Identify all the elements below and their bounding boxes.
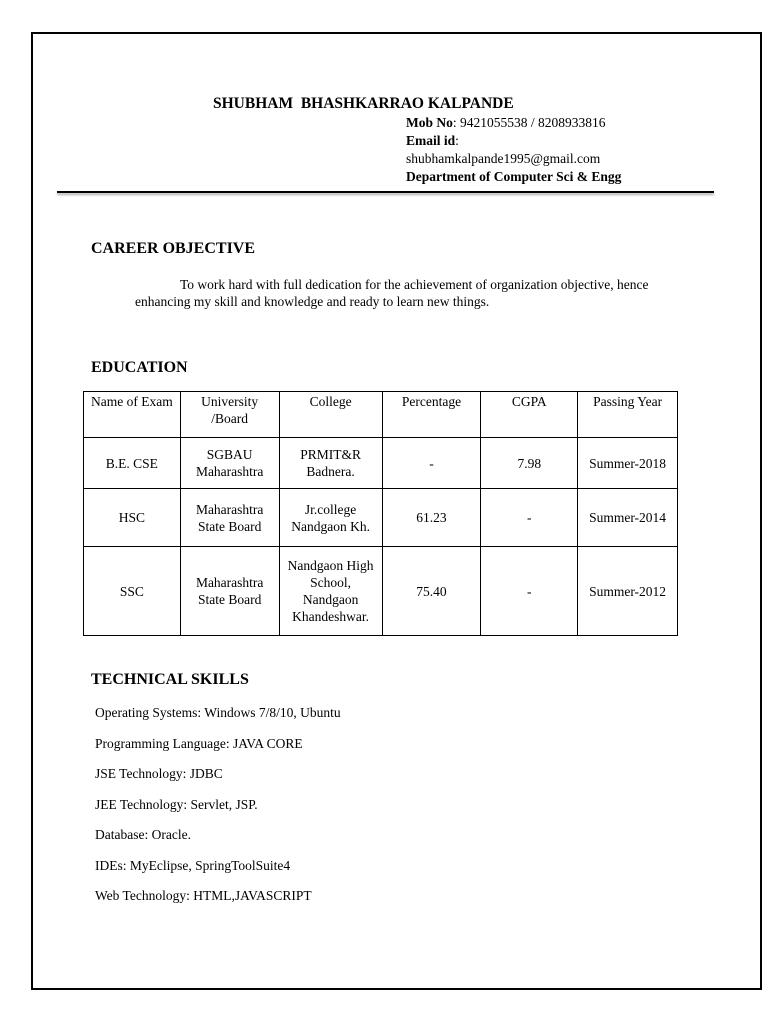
table-cell: Maharashtra State Board (180, 547, 279, 636)
mobile-value: : 9421055538 / 8208933816 (452, 115, 606, 130)
department: Department of Computer Sci & Engg (406, 169, 622, 184)
header-divider (57, 191, 714, 193)
mobile-line (406, 114, 621, 132)
table-cell: 75.40 (382, 547, 481, 636)
table-header-row (84, 392, 678, 438)
table-cell: Nandgaon High School, Nandgaon Khandeshwar. (279, 547, 382, 636)
skill-item: IDEs: MyEclipse, SpringToolSuite4 (95, 857, 291, 873)
email-line (406, 132, 621, 150)
table-row (84, 547, 678, 636)
skill-item: JSE Technology: JDBC (95, 766, 223, 781)
contact-block (406, 114, 621, 186)
table-cell: Maharashtra State Board (180, 489, 279, 547)
candidate-name: SHUBHAM BHASHKARRAO KALPANDE (213, 95, 514, 112)
header-cell-passing-year: Passing Year (578, 392, 678, 438)
header-cell-percentage: Percentage (382, 392, 481, 438)
header-cell-college: College (279, 392, 382, 438)
skills-list (95, 704, 341, 918)
technical-skills-heading: TECHNICAL SKILLS (91, 671, 249, 688)
header-cell-exam: Name of Exam (84, 392, 181, 438)
mobile-label: Mob No (406, 115, 453, 130)
skill-item: Web Technology: HTML,JAVASCRIPT (95, 888, 312, 903)
table-cell: 7.98 (481, 438, 578, 489)
career-objective-heading: CAREER OBJECTIVE (91, 240, 256, 257)
table-cell: Jr.college Nandgaon Kh. (279, 489, 382, 547)
skill-item: JEE Technology: Servlet, JSP. (95, 796, 258, 812)
skill-item: Programming Language: JAVA CORE (95, 735, 303, 751)
education-heading: EDUCATION (91, 359, 188, 376)
table-cell: - (382, 438, 481, 489)
email-value: shubhamkalpande1995@gmail.com (406, 151, 601, 166)
table-cell: SSC (84, 547, 181, 636)
table-cell: B.E. CSE (84, 438, 181, 489)
education-table (83, 391, 678, 636)
header-cell-university: University /Board (180, 392, 279, 438)
objective-body: To work hard with full dedication for the achievement of organization objective, hence enhancing my skill and knowledge and ready to learn new things. (135, 277, 649, 309)
table-cell: Summer-2014 (578, 489, 678, 547)
career-objective-text (135, 276, 675, 310)
table-cell: - (481, 547, 578, 636)
table-cell: HSC (84, 489, 181, 547)
skill-item: Database: Oracle. (95, 827, 191, 842)
table-cell: - (481, 489, 578, 547)
table-cell: 61.23 (382, 489, 481, 547)
table-row (84, 489, 678, 547)
table-cell: PRMIT&R Badnera. (279, 438, 382, 489)
table-row (84, 438, 678, 489)
table-cell: Summer-2018 (578, 438, 678, 489)
email-colon: : (455, 133, 459, 148)
skill-item: Operating Systems: Windows 7/8/10, Ubuntu (95, 705, 341, 720)
header-cell-cgpa: CGPA (481, 392, 578, 438)
table-cell: SGBAU Maharashtra (180, 438, 279, 489)
table-cell: Summer-2012 (578, 547, 678, 636)
email-label: Email id (406, 133, 456, 148)
